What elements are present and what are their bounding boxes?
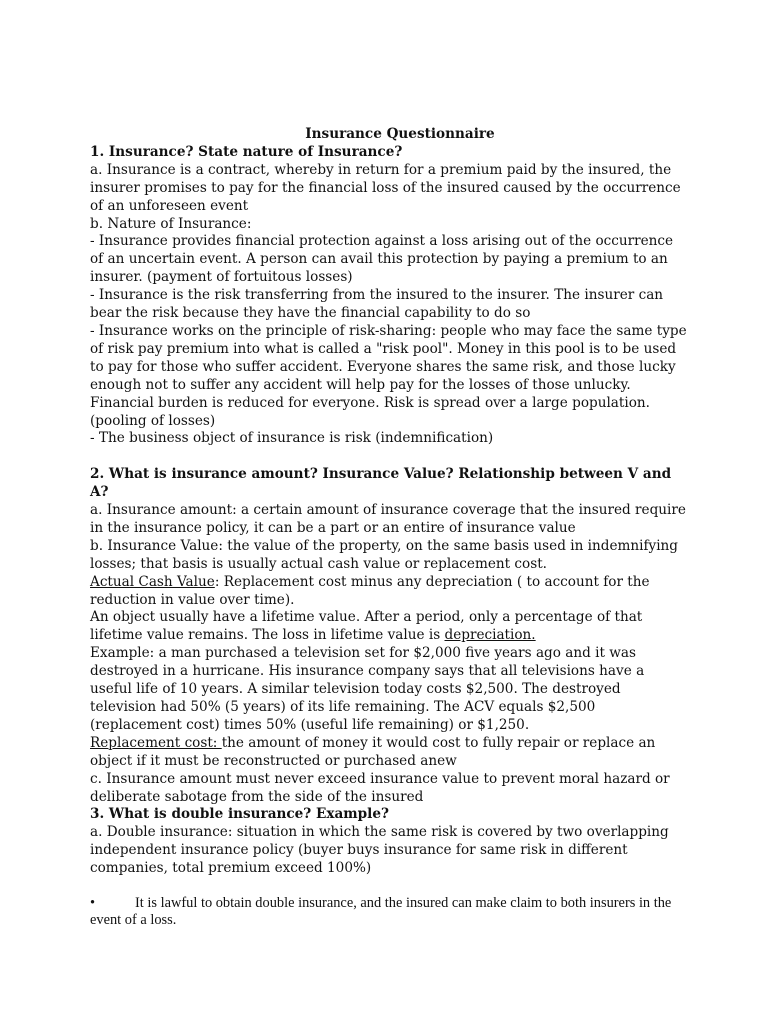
bullet-dot: • bbox=[90, 895, 96, 912]
nature-point-4: - The business object of insurance is risk (indemnification) bbox=[90, 430, 494, 447]
section-1-answer-b: b. Nature of Insurance: bbox=[90, 215, 252, 232]
section-2-heading: 2. What is insurance amount? Insurance Value? Relationship between V and A? bbox=[90, 466, 672, 501]
bullet-item bbox=[90, 895, 690, 930]
section-1-answer-a: a. Insurance is a contract, whereby in return for a premium paid by the insured, the insurer promises to pay for the financial loss of the insured caused by the occurrence of an unforeseen event bbox=[90, 161, 681, 214]
section-2-answer-b: b. Insurance Value: the value of the property, on the same basis used in indemnifying losses; that basis is usually actual cash value or replacement cost. bbox=[90, 537, 679, 572]
document-page bbox=[90, 126, 690, 930]
acv-definition: : Replacement cost minus any depreciation ( to account for the reduction in value over time). bbox=[90, 573, 650, 608]
replacement-cost-paragraph bbox=[90, 735, 690, 771]
nature-point-2: - Insurance is the risk transferring from the insured to the insurer. The insurer can bear the risk because they have the financial capability to do so bbox=[90, 287, 664, 322]
section-1-heading: 1. Insurance? State nature of Insurance? bbox=[90, 143, 403, 160]
nature-point-3: - Insurance works on the principle of risk-sharing: people who may face the same type of risk pay premium into what is called a "risk pool". Money in this pool is to be used to pay for those who suffer accident. Everyone shares the same risk, and those lucky enough not to suffer any accident will help pay for the losses of those unlucky. Financial burden is reduced for everyone. Risk is spread over a large population. (pooling of losses) bbox=[90, 322, 687, 429]
replacement-cost-definition: the amount of money it would cost to fully repair or replace an object if it must be reconstructed or purchased anew bbox=[90, 734, 656, 769]
acv-term: Actual Cash Value bbox=[90, 573, 215, 590]
section-divider-space bbox=[90, 448, 690, 466]
acv-example: Example: a man purchased a television set for $2,000 five years ago and it was destroyed in a hurricane. His insurance company says that all televisions have a useful life of 10 years. A similar television today costs $2,500. The destroyed television had 50% (5 years) of its life remaining. The ACV equals $2,500 (replacement cost) times 50% (useful life remaining) or $1,250. bbox=[90, 645, 645, 733]
lifetime-text: An object usually have a lifetime value. After a period, only a percentage of that lifetime value remains. The loss in lifetime value is bbox=[90, 609, 643, 644]
section-2-answer-a: a. Insurance amount: a certain amount of insurance coverage that the insured require in the insurance policy, it can be a part or an entire of insurance value bbox=[90, 502, 686, 536]
depreciation-term: depreciation. bbox=[444, 627, 536, 644]
section-2-answer-c: c. Insurance amount must never exceed insurance value to prevent moral hazard or deliberate sabotage from the side of the insured bbox=[90, 770, 670, 805]
bullet-text: It is lawful to obtain double insurance, and the insured can make claim to both insurers in the event of a loss. bbox=[90, 895, 672, 929]
lifetime-paragraph bbox=[90, 609, 690, 645]
section-2 bbox=[90, 466, 690, 806]
section-1 bbox=[90, 144, 690, 448]
section-3 bbox=[90, 806, 690, 929]
section-3-answer-a: a. Double insurance: situation in which the same risk is covered by two overlapping independent insurance policy (buyer buys insurance for same risk in different companies, total premium exceed 100%) bbox=[90, 824, 669, 877]
acv-paragraph bbox=[90, 574, 690, 610]
section-3-heading: 3. What is double insurance? Example? bbox=[90, 806, 389, 823]
nature-point-1: - Insurance provides financial protection against a loss arising out of the occurrence of an uncertain event. A person can avail this protection by paying a premium to an insurer. (payment of fortuitous losses) bbox=[90, 233, 674, 286]
replacement-cost-term: Replacement cost: bbox=[90, 734, 222, 751]
document-title: Insurance Questionnaire bbox=[305, 126, 495, 142]
